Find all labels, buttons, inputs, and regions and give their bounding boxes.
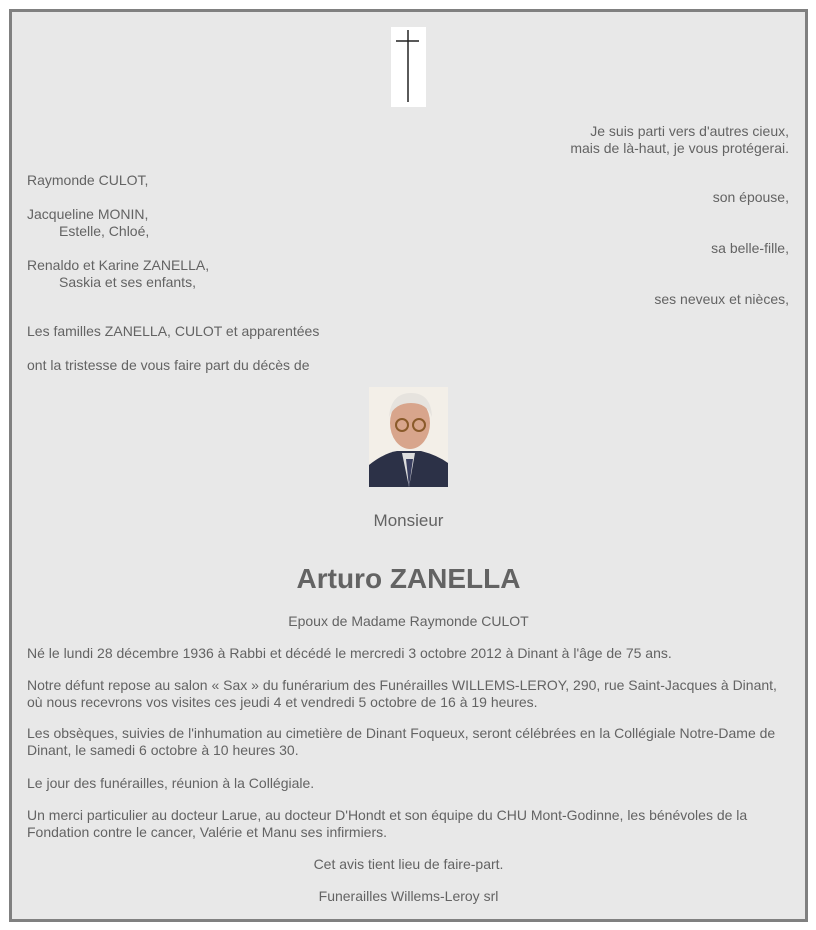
deceased-photo: [369, 387, 448, 487]
spouse-line: Epoux de Madame Raymonde CULOT: [288, 613, 529, 629]
signature: Funerailles Willems-Leroy srl: [318, 888, 499, 904]
family-name: Jacqueline MONIN,: [27, 206, 149, 222]
family-name: Renaldo et Karine ZANELLA,: [27, 257, 210, 273]
epitaph-line: Je suis parti vers d'autres cieux,: [590, 123, 789, 139]
obituary-card: [9, 9, 808, 922]
closing-line: Cet avis tient lieu de faire-part.: [313, 856, 504, 872]
family-relation: sa belle-fille,: [711, 240, 789, 256]
family-name: Estelle, Chloé,: [59, 223, 150, 239]
families-line: Les familles ZANELLA, CULOT et apparentées: [27, 323, 320, 339]
epitaph-line: mais de là-haut, je vous protégerai.: [570, 140, 789, 156]
paragraph: Né le lundi 28 décembre 1936 à Rabbi et décédé le mercredi 3 octobre 2012 à Dinant à l'âge de 75 ans.: [27, 645, 672, 661]
cross-icon: [391, 27, 426, 107]
paragraph: Un merci particulier au docteur Larue, au docteur D'Hondt et son équipe du CHU Mont-Godinne, les bénévoles de la Fondation contre le cancer, Valérie et Manu ses infirmiers.: [27, 807, 748, 840]
title: Monsieur: [373, 511, 444, 530]
family-name: Raymonde CULOT,: [27, 172, 149, 188]
deceased-name: Arturo ZANELLA: [296, 563, 521, 594]
family-relation: son épouse,: [712, 189, 789, 205]
announcement: ont la tristesse de vous faire part du décès de: [27, 357, 310, 373]
paragraph: Les obsèques, suivies de l'inhumation au cimetière de Dinant Foqueux, seront célébrées en la Collégiale Notre-Dame de Dinant, le samedi 6 octobre à 10 heures 30.: [27, 725, 776, 758]
paragraph: Notre défunt repose au salon « Sax » du funérarium des Funérailles WILLEMS-LEROY, 290, rue Saint-Jacques à Dinant, où nous recevrons vos visites ces jeudi 4 et vendredi 5 octobre de 16 à 19 heures.: [27, 677, 777, 710]
family-name: Saskia et ses enfants,: [59, 274, 196, 290]
paragraph: Le jour des funérailles, réunion à la Collégiale.: [27, 775, 315, 791]
family-relation: ses neveux et nièces,: [654, 291, 789, 307]
